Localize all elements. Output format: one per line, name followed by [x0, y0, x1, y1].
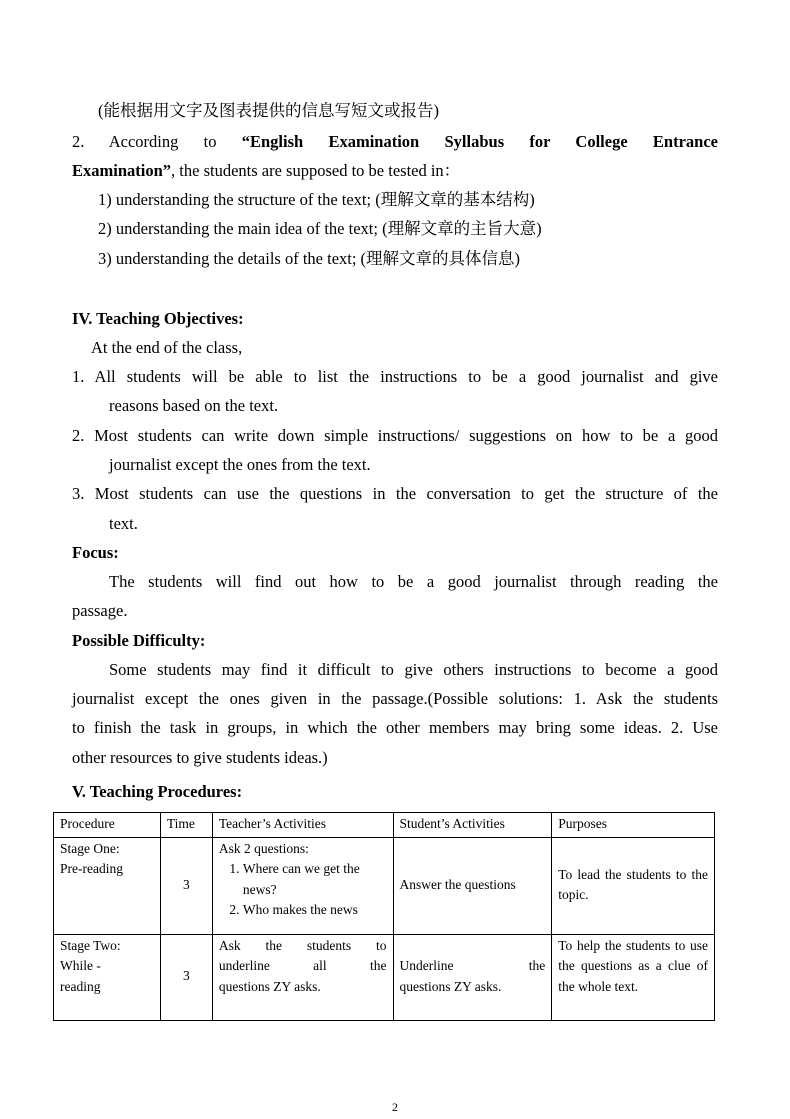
difficulty-line-2: journalist except the ones given in the passage.(Possible solutions: 1. Ask the students [72, 689, 718, 708]
sub-item-3: 3) understanding the details of the text; (理解文章的具体信息) [98, 249, 521, 268]
header-procedure: Procedure [54, 813, 161, 838]
objective-1-line-1: 1. All students will be able to list the instructions to be a good journalist and give [72, 367, 718, 386]
difficulty-heading: Possible Difficulty: [72, 631, 206, 650]
objective-2-line-2: journalist except the ones from the text. [109, 455, 371, 474]
purposes-cell: To help the students to use the questions as a clue of the whole text. [552, 934, 715, 1020]
section-5-heading: V. Teaching Procedures: [72, 782, 243, 801]
difficulty-line-1: Some students may find it difficult to give others instructions to become a good [109, 660, 718, 679]
section-4-heading: IV. Teaching Objectives: [72, 309, 244, 328]
page-number: 2 [392, 1100, 398, 1114]
focus-line-1: The students will find out how to be a good journalist through reading the [109, 572, 718, 591]
header-student-activities: Student’s Activities [393, 813, 552, 838]
student-activities-cell: Underline the questions ZY asks. [393, 934, 552, 1020]
sub-item-2: 2) understanding the main idea of the text; (理解文章的主旨大意) [98, 219, 542, 238]
time-cell: 3 [160, 934, 212, 1020]
sub-item-1: 1) understanding the structure of the text; (理解文章的基本结构) [98, 190, 535, 209]
focus-line-2: passage. [72, 601, 128, 620]
item-2-line-2: Examination”, the students are supposed to be tested in： [72, 161, 461, 180]
student-activities-cell: Answer the questions [393, 837, 552, 934]
objective-1-line-2: reasons based on the text. [109, 396, 279, 415]
questions-list [219, 859, 387, 921]
procedures-table [53, 812, 715, 1021]
teacher-activities-cell: Ask 2 questions: 1. Where can we get the news? 2. Who makes the news [212, 837, 393, 934]
list-item: 2. Who makes the news [243, 900, 387, 921]
objective-3-line-1: 3. Most students can use the questions in the conversation to get the structure of the [72, 484, 718, 503]
list-item: 1. Where can we get the news? [243, 859, 387, 900]
table-row [54, 837, 715, 934]
syllabus-note: (能根据用文字及图表提供的信息写短文或报告) [98, 101, 439, 120]
time-cell: 3 [160, 837, 212, 934]
header-purposes: Purposes [552, 813, 715, 838]
focus-heading: Focus: [72, 543, 119, 562]
objectives-intro: At the end of the class, [91, 338, 243, 357]
header-time: Time [160, 813, 212, 838]
difficulty-line-4: other resources to give students ideas.) [72, 748, 328, 767]
item-2-line-1: 2. According to “English Examination Syllabus for College Entrance [72, 132, 718, 151]
objective-2-line-1: 2. Most students can write down simple instructions/ suggestions on how to be a good [72, 426, 718, 445]
procedure-cell: Stage One: Pre-reading [54, 837, 161, 934]
header-teacher-activities: Teacher’s Activities [212, 813, 393, 838]
purposes-cell: To lead the students to the topic. [552, 837, 715, 934]
procedure-cell: Stage Two: While - reading [54, 934, 161, 1020]
objective-3-line-2: text. [109, 514, 138, 533]
table-row [54, 934, 715, 1020]
difficulty-line-3: to finish the task in groups, in which the other members may bring some ideas. 2. Use [72, 718, 718, 737]
teacher-activities-cell: Ask the students to underline all the questions ZY asks. [212, 934, 393, 1020]
table-header-row [54, 813, 715, 838]
